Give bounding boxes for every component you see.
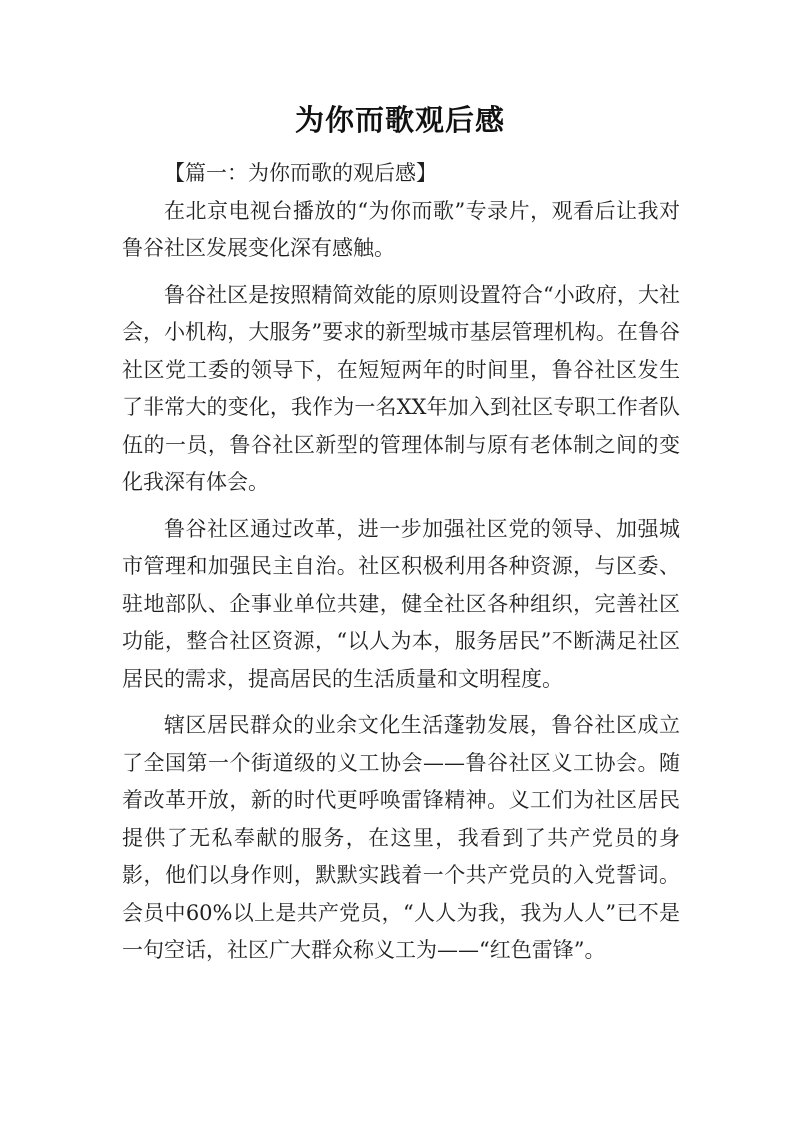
- paragraph-volunteers: 辖区居民群众的业余文化生活蓬勃发展，鲁谷社区成立了全国第一个街道级的义工协会——鲁谷社区义工协会。随着改革开放，新的时代更呼唤雷锋精神。义工们为社区居民提供了无私奉献的服务，在这里，我看到了共产党员的身影，他们以身作则，默默实践着一个共产党员的入党誓词。会员中60%以上是共产党员，“人人为我，我为人人”已不是一句空话，社区广大群众称义工为——“红色雷锋”。: [122, 713, 680, 962]
- paragraph-management-structure: 鲁谷社区是按照精简效能的原则设置符合“小政府，大社会，小机构，大服务”要求的新型城市基层管理机构。在鲁谷社区党工委的领导下，在短短两年的时间里，鲁谷社区发生了非常大的变化，我作为一名XX年加入到社区专职工作者队伍的一员，鲁谷社区新型的管理体制与原有老体制之间的变化我深有体会。: [122, 282, 680, 494]
- paragraph-intro: 在北京电视台播放的“为你而歌”专录片，观看后让我对鲁谷社区发展变化深有感触。: [122, 198, 680, 260]
- section-heading: 【篇一：为你而歌的观后感】: [164, 161, 437, 185]
- document-body: [122, 155, 680, 970]
- document-title: 为你而歌观后感: [294, 103, 505, 137]
- paragraph-reform: 鲁谷社区通过改革，进一步加强社区党的领导、加强城市管理和加强民主自治。社区积极利用各种资源，与区委、驻地部队、企事业单位共建，健全社区各种组织，完善社区功能，整合社区资源，“以人为本，服务居民”不断满足社区居民的需求，提高居民的生活质量和文明程度。: [122, 516, 680, 691]
